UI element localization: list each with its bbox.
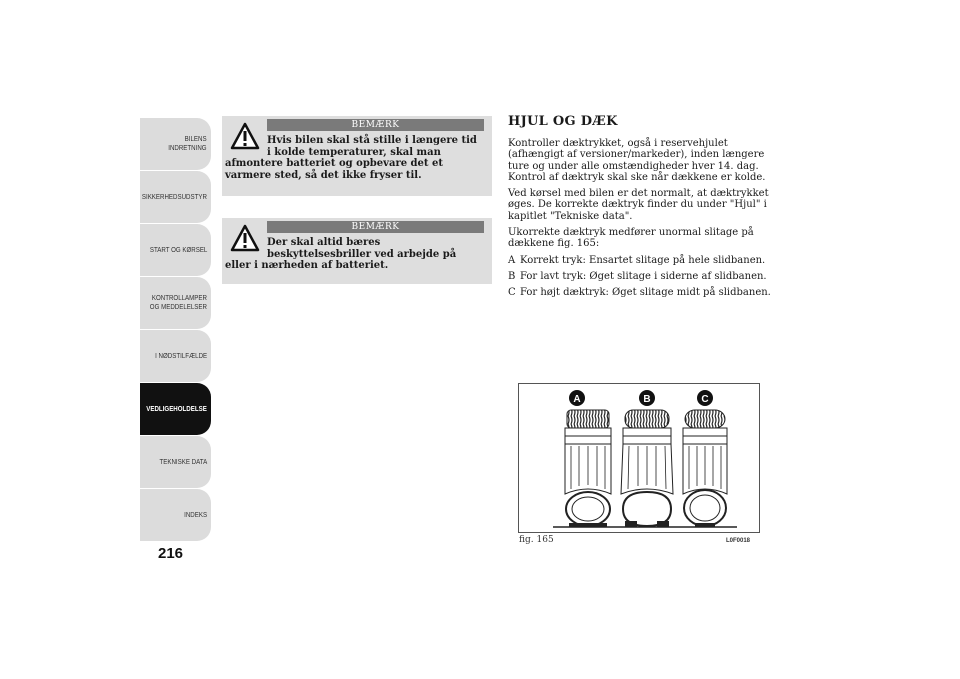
tab-sikkerhedsudstyr[interactable]	[140, 171, 211, 223]
tab-label: VEDLIGEHOLDELSE	[146, 405, 207, 413]
list-text: Korrekt tryk: Ensartet slitage på hele slidbanen.	[520, 254, 766, 266]
tab-label: BILENS INDRETNING	[168, 136, 207, 152]
note-text-rest: beskyttelsesbriller ved arbejde på eller i nærheden af batteriet.	[225, 248, 457, 271]
figure-code: L0F0018	[726, 538, 751, 544]
tire-wear-illustration	[519, 384, 759, 532]
tab-label: KONTROLLAMPER OG MEDDELELSER	[149, 295, 207, 311]
label-a	[569, 390, 585, 406]
list-key: A	[508, 254, 516, 266]
warning-triangle-icon	[230, 122, 260, 150]
label-b	[639, 390, 655, 406]
note-text-first-line: Hvis bilen skal stå stille i længere tid	[267, 135, 477, 146]
list-key: C	[508, 287, 516, 299]
svg-text:B: B	[643, 394, 651, 405]
note-text	[225, 237, 484, 272]
note-title: BEMÆRK	[267, 119, 484, 131]
warning-triangle-icon	[230, 224, 260, 252]
section-body	[508, 138, 778, 304]
svg-text:C: C	[701, 394, 709, 405]
tab-i-nodstilfaelde[interactable]	[140, 330, 211, 382]
paragraph: Kontroller dæktrykket, også i reservehjulet (afhængigt af versioner/markeder), inden længere ture og under alle omstændigheder hver 14. dag. Kontrol af dæktryk skal ske når dækkene er kolde.	[508, 138, 766, 183]
svg-text:A: A	[573, 394, 581, 405]
list-item	[508, 287, 778, 298]
list-text: For højt dæktryk: Øget slitage midt på slidbanen.	[520, 287, 771, 299]
tab-label: INDEKS	[184, 511, 207, 519]
tab-tekniske-data[interactable]	[140, 436, 211, 488]
label-c	[697, 390, 713, 406]
tab-kontrollamper[interactable]	[140, 277, 211, 329]
tab-label: TEKNISKE DATA	[159, 458, 207, 466]
note-text-rest: i kolde temperaturer, skal man afmontere batteriet og opbevare det et varmere sted, så det ikke fryser til.	[225, 146, 443, 181]
note-title: BEMÆRK	[267, 221, 484, 233]
tab-label: START OG KØRSEL	[149, 246, 207, 254]
list-key: B	[508, 270, 516, 282]
figure-caption: fig. 165	[519, 535, 554, 545]
tire-c	[683, 410, 727, 527]
tab-bilens-indretning[interactable]	[140, 118, 211, 170]
paragraph: Ukorrekte dæktryk medfører unormal slitage på dækkene fig. 165:	[508, 227, 754, 250]
tire-b	[621, 410, 673, 527]
tab-label: SIKKERHEDSUDSTYR	[141, 193, 207, 201]
tab-indeks[interactable]	[140, 489, 211, 541]
tire-a	[565, 410, 611, 527]
list-item	[508, 255, 778, 266]
section-heading: HJUL OG DÆK	[508, 114, 618, 129]
paragraph: Ved kørsel med bilen er det normalt, at dæktrykket øges. De korrekte dæktryk finder du under "Hjul" i kapitlet "Tekniske data".	[508, 188, 769, 222]
note-box-battery-storage	[222, 116, 492, 196]
figure-tire-wear	[518, 383, 760, 533]
note-text-first-line: Der skal altid bæres	[267, 237, 381, 248]
list-item	[508, 271, 778, 282]
page-number: 216	[158, 545, 184, 562]
note-box-safety-glasses	[222, 218, 492, 284]
tab-start-og-korsel[interactable]	[140, 224, 211, 276]
tab-label: I NØDSTILFÆLDE	[154, 352, 207, 360]
tab-vedligeholdelse[interactable]	[140, 383, 211, 435]
list-text: For lavt tryk: Øget slitage i siderne af slidbanen.	[520, 270, 767, 282]
note-text	[225, 135, 484, 181]
